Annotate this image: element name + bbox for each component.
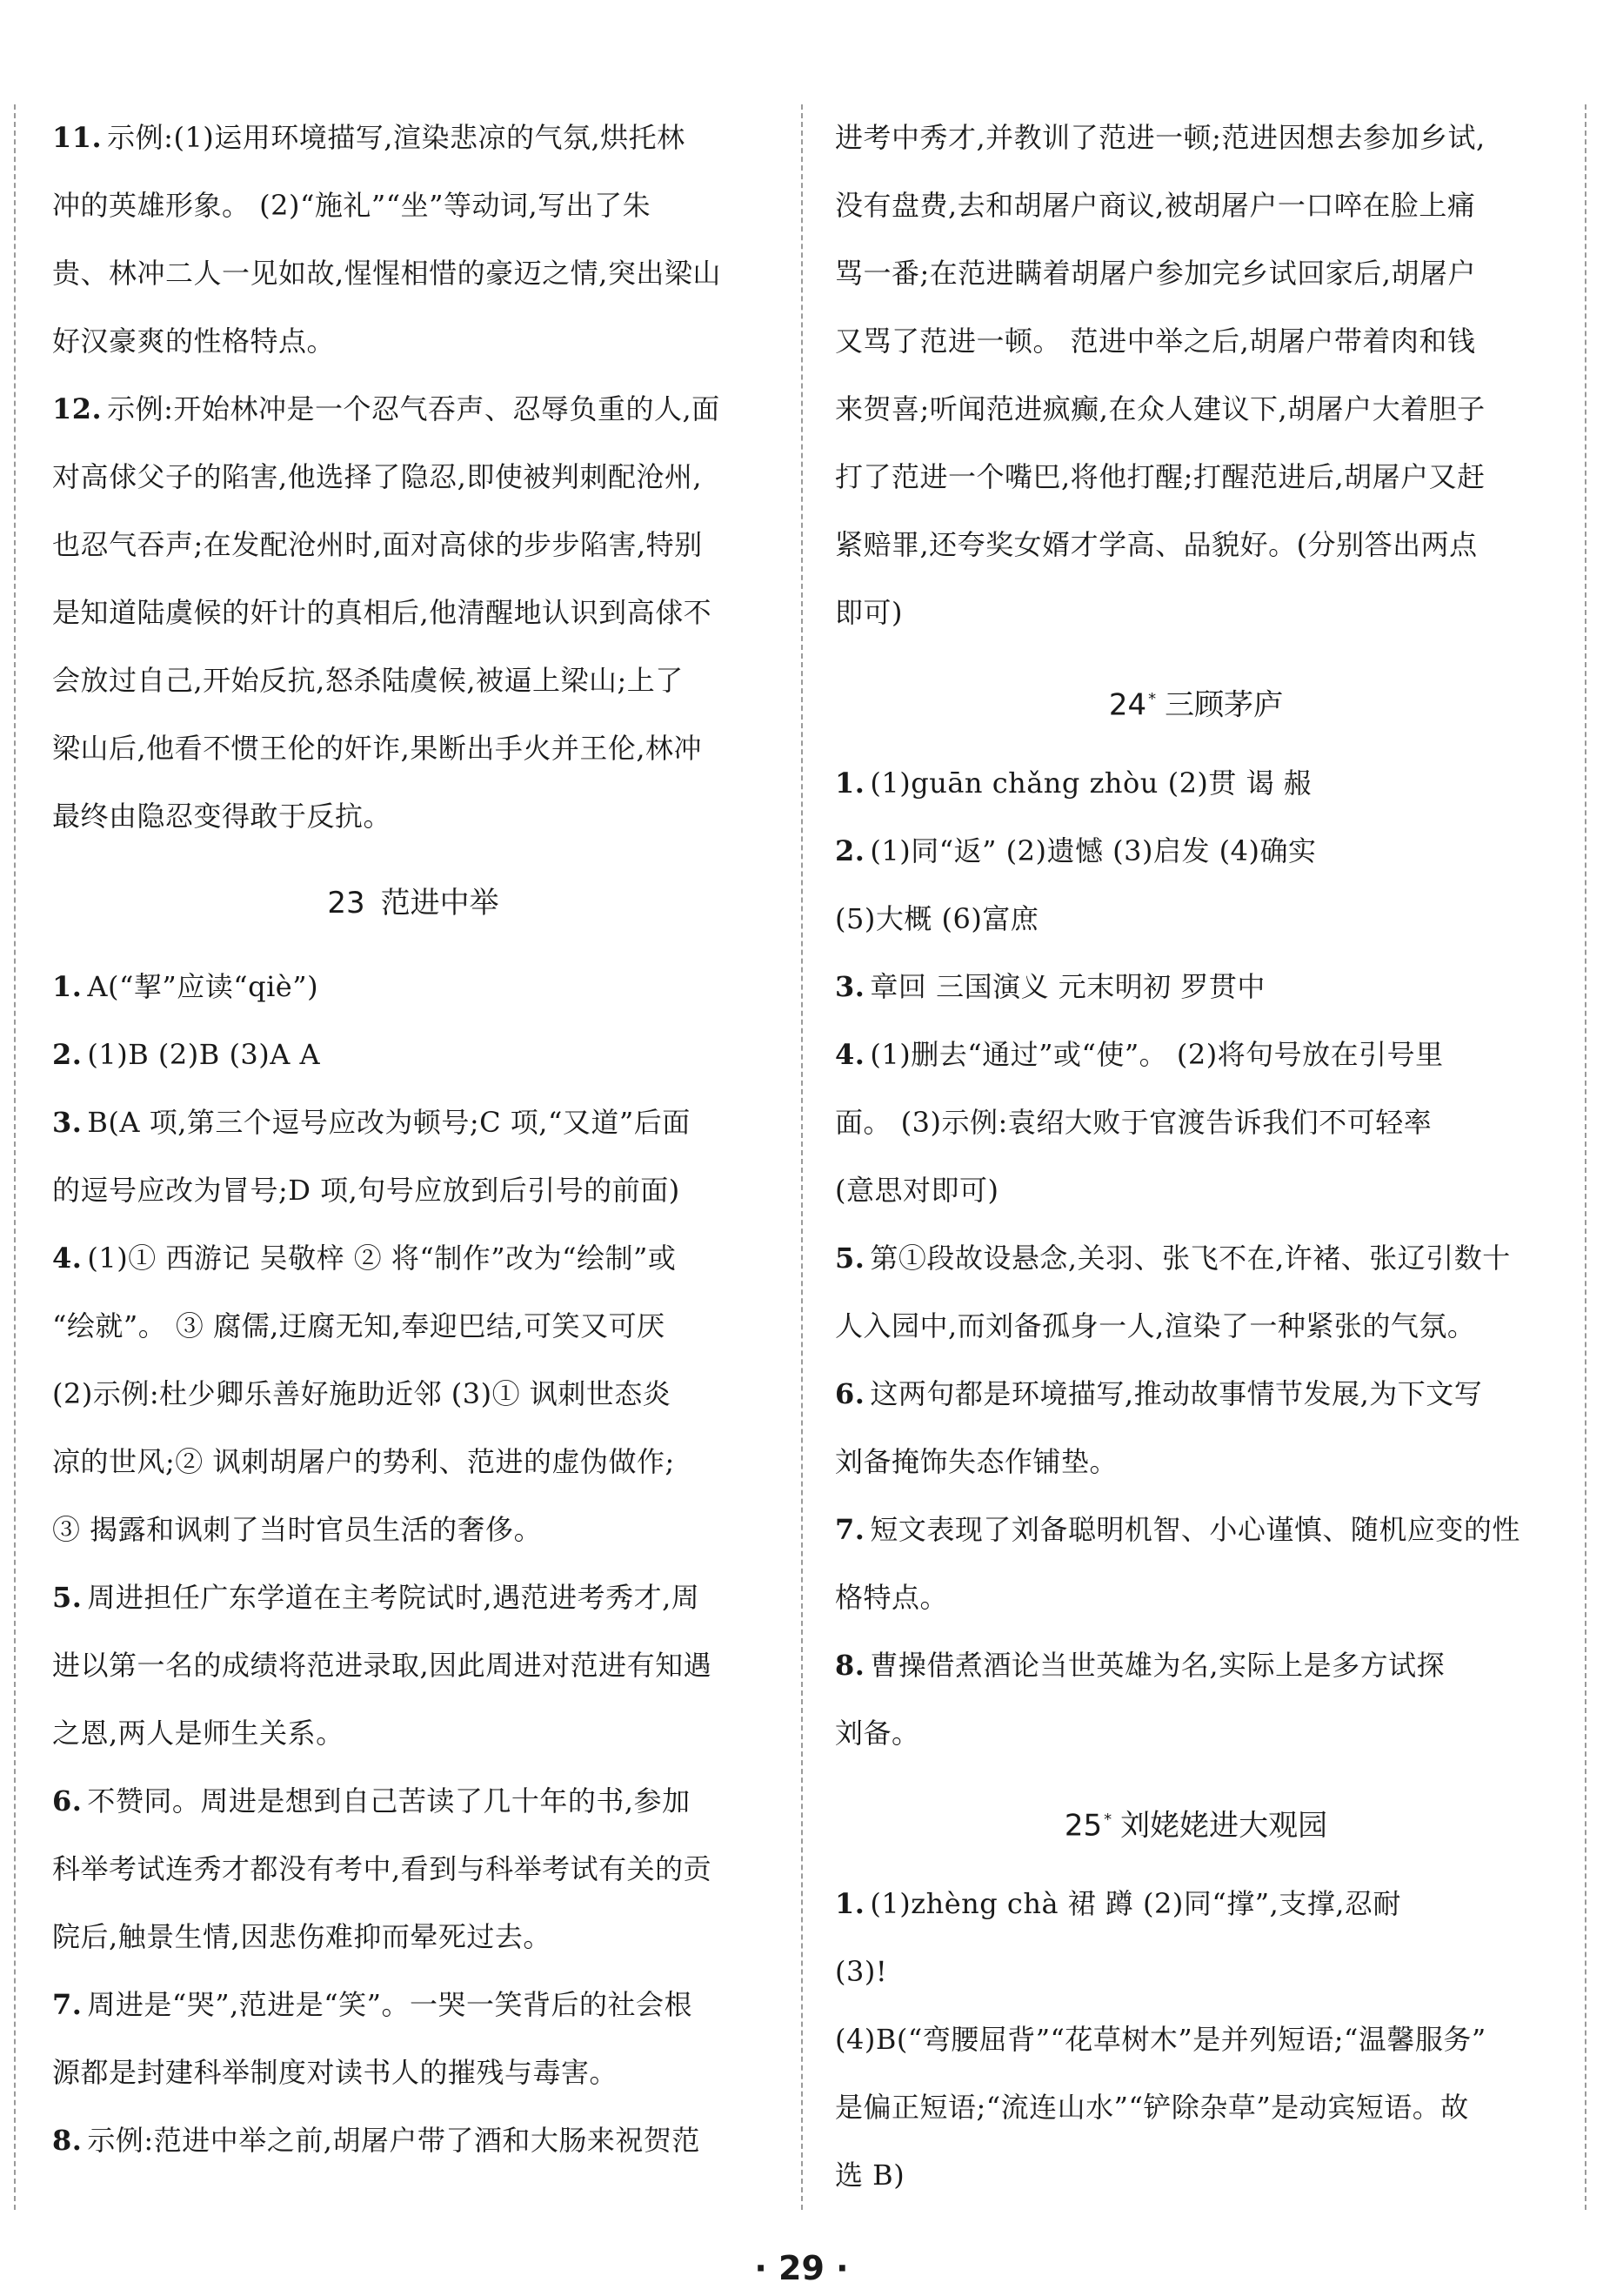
s24-answer-5-line-1 bbox=[835, 1241, 1511, 1275]
s23-answer-8-line-9: 即可) bbox=[835, 596, 903, 629]
s23-answer-5-line-1 bbox=[52, 1580, 699, 1615]
s24-answer-5-line-2: 人入园中,而刘备孤身一人,渲染了一种紧张的气氛。 bbox=[835, 1309, 1476, 1342]
answer-number: 6. bbox=[835, 1377, 865, 1410]
answer-number: 8. bbox=[52, 2124, 83, 2157]
s24-answer-6-line-1 bbox=[835, 1376, 1482, 1411]
answer-text: 示例:开始林冲是一个忍气吞声、忍辱负重的人,面 bbox=[107, 392, 720, 425]
answer-text: 周进担任广东学道在主考院试时,遇范进考秀才,周 bbox=[87, 1581, 700, 1614]
answer-11-line-4: 好汉豪爽的性格特点。 bbox=[52, 325, 336, 358]
answer-number: 1. bbox=[52, 970, 83, 1003]
answer-number: 3. bbox=[835, 970, 865, 1003]
s23-answer-6-line-3: 院后,触景生情,因悲伤难抑而晕死过去。 bbox=[52, 1920, 551, 1953]
s23-answer-8-line-1 bbox=[52, 2123, 700, 2158]
answer-12-line-4: 是知道陆虞候的奸计的真相后,他清醒地认识到高俅不 bbox=[52, 596, 712, 629]
s23-answer-4-line-4: 凉的世风;② 讽刺胡屠户的势利、范进的虚伪做作; bbox=[52, 1445, 675, 1478]
s23-answer-8-line-4: 骂一番;在范进瞒着胡屠户参加完乡试回家后,胡屠户 bbox=[835, 257, 1476, 290]
answer-text: 曹操借煮酒论当世英雄为名,实际上是多方试探 bbox=[870, 1649, 1446, 1682]
answer-number: 5. bbox=[835, 1242, 865, 1275]
answer-11-line-2: 冲的英雄形象。 (2)“施礼”“坐”等动词,写出了朱 bbox=[52, 189, 651, 222]
s24-answer-2-line-2: (5)大概 (6)富庶 bbox=[835, 902, 1039, 935]
answer-number: 7. bbox=[835, 1513, 865, 1546]
section-number: 25 bbox=[1064, 1808, 1103, 1844]
s24-answer-8-line-1 bbox=[835, 1648, 1445, 1683]
s24-answer-4-line-1 bbox=[835, 1037, 1444, 1072]
s24-answer-4-line-3: (意思对即可) bbox=[835, 1174, 999, 1207]
answer-number: 11. bbox=[52, 121, 103, 154]
answer-11-line-3: 贵、林冲二人一见如故,惺惺相惜的豪迈之情,突出梁山 bbox=[52, 257, 721, 290]
s25-answer-1-line-2: (3)! bbox=[835, 1955, 888, 1988]
s23-answer-7-line-1 bbox=[52, 1987, 692, 2022]
optional-star-mark: * bbox=[1148, 690, 1157, 708]
s23-answer-4-line-1 bbox=[52, 1241, 676, 1275]
answer-number: 6. bbox=[52, 1784, 83, 1817]
answer-12-line-5: 会放过自己,开始反抗,怒杀陆虞候,被逼上梁山;上了 bbox=[52, 664, 684, 697]
s23-answer-4-line-3: (2)示例:杜少卿乐善好施助近邻 (3)① 讽刺世态炎 bbox=[52, 1377, 671, 1410]
answer-number: 2. bbox=[52, 1038, 83, 1071]
s23-answer-1 bbox=[52, 969, 318, 1004]
s23-answer-8-line-3: 没有盘费,去和胡屠户商议,被胡屠户一口啐在脸上痛 bbox=[835, 189, 1476, 222]
answer-text: (1)guān chǎng zhòu (2)贯 谒 赧 bbox=[870, 766, 1312, 800]
s23-answer-8-line-6: 来贺喜;听闻范进疯癫,在众人建议下,胡屠户大着胆子 bbox=[835, 392, 1486, 425]
answer-text: A(“挈”应读“qiè”) bbox=[87, 970, 319, 1003]
section-title: 刘姥姥进大观园 bbox=[1120, 1808, 1328, 1844]
answer-number: 2. bbox=[835, 834, 865, 867]
s23-answer-6-line-1 bbox=[52, 1784, 691, 1818]
s24-answer-7-line-2: 格特点。 bbox=[835, 1581, 949, 1614]
answer-text: 短文表现了刘备聪明机智、小心谨慎、随机应变的性 bbox=[870, 1513, 1520, 1546]
s23-answer-3-line-2: 的逗号应改为冒号;D 项,句号应放到后引号的前面) bbox=[52, 1174, 680, 1207]
s25-answer-1-line-1 bbox=[835, 1886, 1401, 1921]
optional-star-mark: * bbox=[1104, 1811, 1112, 1829]
answer-number: 3. bbox=[52, 1106, 83, 1139]
answer-text: (1)zhèng chà 裙 蹲 (2)同“撑”,支撑,忍耐 bbox=[870, 1887, 1401, 1920]
s23-answer-4-line-2: “绘就”。 ③ 腐儒,迂腐无知,奉迎巴结,可笑又可厌 bbox=[52, 1309, 665, 1342]
s24-answer-8-line-2: 刘备。 bbox=[835, 1717, 920, 1750]
s23-answer-2 bbox=[52, 1037, 320, 1072]
s24-answer-4-line-2: 面。 (3)示例:袁绍大败于官渡告诉我们不可轻率 bbox=[835, 1106, 1433, 1139]
answer-12-line-1 bbox=[52, 392, 720, 426]
answer-12-line-7: 最终由隐忍变得敢于反抗。 bbox=[52, 800, 392, 833]
answer-number: 1. bbox=[835, 1887, 865, 1920]
section-number: 23 bbox=[327, 886, 365, 920]
section-24-heading bbox=[835, 680, 1557, 724]
answer-number: 12. bbox=[52, 392, 103, 425]
answer-text: (1)删去“通过”或“使”。 (2)将句号放在引号里 bbox=[870, 1038, 1444, 1071]
answer-number: 4. bbox=[835, 1038, 865, 1071]
section-title: 范进中举 bbox=[380, 886, 499, 920]
answer-text: 不赞同。周进是想到自己苦读了几十年的书,参加 bbox=[87, 1784, 691, 1817]
s23-answer-8-line-2: 进考中秀才,并教训了范进一顿;范进因想去参加乡试, bbox=[835, 121, 1486, 154]
left-dashed-rule bbox=[14, 104, 16, 2210]
answer-text: 示例:(1)运用环境描写,渲染悲凉的气氛,烘托林 bbox=[107, 121, 685, 154]
s23-answer-6-line-2: 科举考试连秀才都没有考中,看到与科举考试有关的贡 bbox=[52, 1852, 712, 1885]
answer-12-line-6: 梁山后,他看不惯王伦的奸诈,果断出手火并王伦,林冲 bbox=[52, 732, 703, 765]
s24-answer-6-line-2: 刘备掩饰失态作铺垫。 bbox=[835, 1445, 1119, 1478]
s24-answer-2-line-1 bbox=[835, 833, 1316, 868]
s23-answer-7-line-2: 源都是封建科举制度对读书人的摧残与毒害。 bbox=[52, 2056, 618, 2089]
answer-number: 7. bbox=[52, 1988, 83, 2021]
s23-answer-8-line-5: 又骂了范进一顿。 范进中举之后,胡屠户带着肉和钱 bbox=[835, 325, 1476, 358]
answer-number: 4. bbox=[52, 1242, 83, 1275]
section-number: 24 bbox=[1108, 687, 1147, 723]
answer-text: (1)B (2)B (3)A A bbox=[87, 1038, 321, 1071]
section-title: 三顾茅庐 bbox=[1165, 687, 1284, 723]
answer-text: 第①段故设悬念,关羽、张飞不在,许褚、张辽引数十 bbox=[870, 1242, 1511, 1275]
s23-answer-3-line-1 bbox=[52, 1105, 691, 1140]
answer-text: 示例:范进中举之前,胡屠户带了酒和大肠来祝贺范 bbox=[87, 2124, 700, 2157]
s23-answer-8-line-8: 紧赔罪,还夸奖女婿才学高、品貌好。(分别答出两点 bbox=[835, 528, 1478, 561]
s23-answer-8-line-7: 打了范进一个嘴巴,将他打醒;打醒范进后,胡屠户又赶 bbox=[835, 460, 1486, 493]
s25-answer-1-line-5: 选 B) bbox=[835, 2159, 905, 2192]
s23-answer-5-line-3: 之恩,两人是师生关系。 bbox=[52, 1717, 344, 1750]
page-number: · 29 · bbox=[754, 2249, 849, 2287]
s23-answer-5-line-2: 进以第一名的成绩将范进录取,因此周进对范进有知遇 bbox=[52, 1649, 712, 1682]
s23-answer-4-line-5: ③ 揭露和讽刺了当时官员生活的奢侈。 bbox=[52, 1513, 543, 1546]
answer-number: 1. bbox=[835, 766, 865, 800]
section-23-heading bbox=[52, 884, 774, 922]
center-dashed-rule bbox=[801, 104, 803, 2210]
answer-11-line-1 bbox=[52, 120, 685, 155]
answer-number: 8. bbox=[835, 1649, 865, 1682]
answer-text: 周进是“哭”,范进是“笑”。一哭一笑背后的社会根 bbox=[87, 1988, 693, 2021]
s25-answer-1-line-4: 是偏正短语;“流连山水”“铲除杂草”是动宾短语。故 bbox=[835, 2091, 1469, 2124]
answer-text: 章回 三国演义 元末明初 罗贯中 bbox=[870, 970, 1266, 1003]
s25-answer-1-line-3: (4)B(“弯腰屈背”“花草树木”是并列短语;“温馨服务” bbox=[835, 2023, 1486, 2056]
answer-text: B(A 项,第三个逗号应改为顿号;C 项,“又道”后面 bbox=[87, 1106, 691, 1139]
answer-text: (1)同“返” (2)遗憾 (3)启发 (4)确实 bbox=[870, 834, 1317, 867]
answer-text: (1)① 西游记 吴敬梓 ② 将“制作”改为“绘制”或 bbox=[87, 1242, 677, 1275]
answer-12-line-2: 对高俅父子的陷害,他选择了隐忍,即使被判刺配沧州, bbox=[52, 460, 703, 493]
answer-number: 5. bbox=[52, 1581, 83, 1614]
answer-12-line-3: 也忍气吞声;在发配沧州时,面对高俅的步步陷害,特别 bbox=[52, 528, 703, 561]
section-25-heading bbox=[835, 1801, 1557, 1844]
s24-answer-3 bbox=[835, 969, 1266, 1004]
s24-answer-7-line-1 bbox=[835, 1512, 1520, 1547]
answer-text: 这两句都是环境描写,推动故事情节发展,为下文写 bbox=[870, 1377, 1483, 1410]
right-dashed-rule bbox=[1585, 104, 1586, 2210]
s24-answer-1 bbox=[835, 766, 1312, 800]
